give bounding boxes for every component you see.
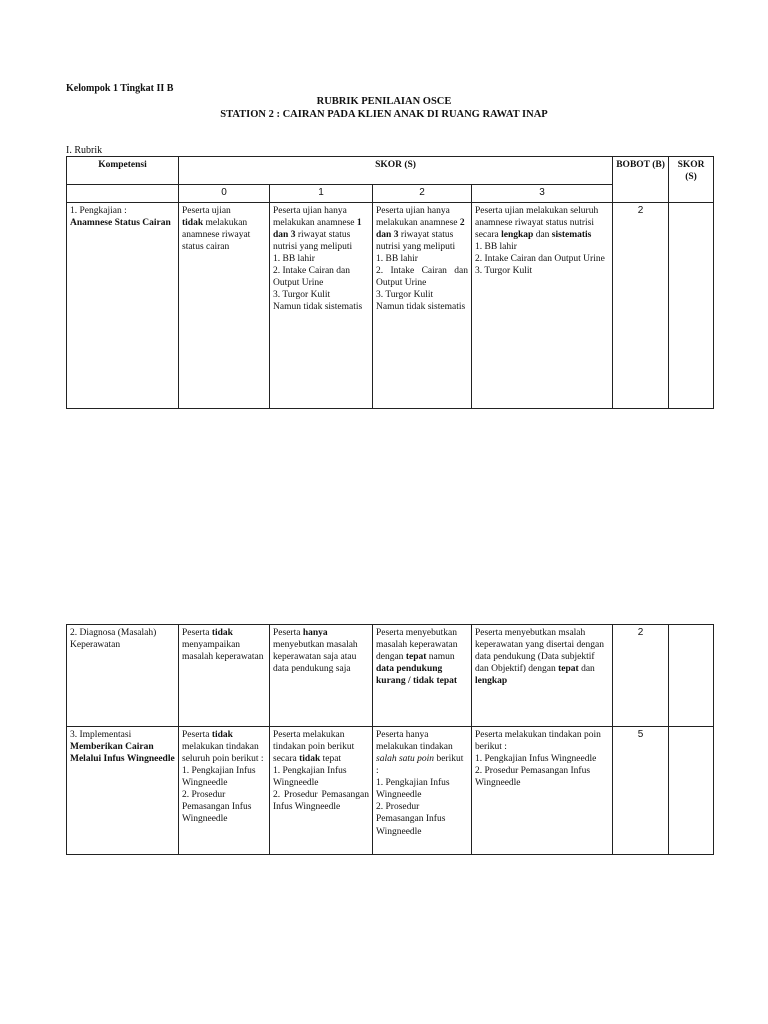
- score-text: Peserta ujian: [182, 205, 231, 216]
- kompetensi-title: 2. Diagnosa (Masalah) Keperawatan: [70, 628, 157, 651]
- score-text: melakukan tindakan seluruh poin berikut :: [182, 742, 264, 765]
- level-3: 3: [472, 185, 613, 203]
- score-text: Peserta: [182, 730, 212, 740]
- score-emphasis: lengkap: [501, 229, 534, 240]
- bobot-value: 2: [613, 202, 669, 408]
- score-emphasis: tidak: [211, 628, 233, 638]
- score-emphasis: data pendukung kurang / tidak tepat: [376, 664, 458, 687]
- skor-value: [669, 625, 714, 727]
- list-item: 3. Turgor Kulit: [376, 290, 434, 301]
- header-skor-col: SKOR (S): [669, 157, 714, 203]
- kompetensi-title: Anamnese Status Cairan: [70, 217, 171, 228]
- list-item: Namun tidak sistematis: [273, 302, 363, 313]
- score-text: Peserta ujian hanya melakukan anamnese: [273, 205, 357, 228]
- list-item: 3. Turgor Kulit: [475, 266, 533, 276]
- bobot-value: 2: [613, 625, 669, 727]
- score-text: tepat: [320, 754, 342, 765]
- score-text: dan: [533, 229, 552, 240]
- list-item: 1. Pengkajian Infus Wingneedle: [475, 754, 597, 765]
- kompetensi-prefix: 3. Implementasi: [70, 730, 132, 740]
- list-item: 2. Prosedur Pemasangan Infus Wingneedle: [182, 790, 252, 825]
- list-item: 2. Prosedur Pemasangan Infus Wingneedle: [475, 766, 591, 789]
- score-text: Peserta menyebutkan msalah keperawatan yang disertai dengan data pendukung (Data subjektif dan Objektif) dengan: [475, 628, 604, 675]
- score-emphasis: 2 dan 3: [376, 217, 465, 240]
- score-text: berikut :: [376, 754, 464, 777]
- rubric-table-part-1: [66, 156, 714, 409]
- list-item: 1. Pengkajian Infus Wingneedle: [182, 766, 256, 789]
- skor-value: [669, 202, 714, 408]
- header-kompetensi: Kompetensi: [67, 157, 179, 185]
- score-2-cell: [373, 625, 472, 727]
- list-item: 1. Pengkajian Infus Wingneedle: [376, 778, 450, 801]
- list-item: 2. Prosedur Pemasangan Infus Wingneedle: [376, 802, 446, 837]
- level-blank-cell: [67, 185, 179, 203]
- score-text: menyampaikan masalah keperawatan: [182, 640, 264, 663]
- score-emphasis: tepat: [405, 652, 427, 663]
- rubric-table-part-2: [66, 624, 714, 855]
- header-skor: SKOR (S): [179, 157, 613, 185]
- score-text: Peserta ujian hanya melakukan anamnese: [376, 205, 460, 228]
- list-item: Namun tidak sistematis: [376, 302, 466, 313]
- table-row: [67, 727, 714, 855]
- level-2: 2: [373, 185, 472, 203]
- list-item: 2. Intake Cairan dan Output Urine: [376, 266, 468, 289]
- score-emphasis: 1 dan 3: [273, 217, 362, 240]
- kompetensi-prefix: 1. Pengkajian :: [70, 205, 127, 216]
- list-item: 1. BB lahir: [376, 253, 418, 264]
- list-item: 3. Turgor Kulit: [273, 290, 331, 301]
- score-text: Peserta: [273, 628, 303, 638]
- table-row: [67, 625, 714, 727]
- list-item: 1. BB lahir: [273, 253, 315, 264]
- kompetensi-cell: [67, 202, 179, 408]
- score-text: melakukan anamnese riwayat status cairan: [182, 217, 251, 252]
- list-item: 1. Pengkajian Infus Wingneedle: [273, 766, 347, 789]
- score-emphasis: tidak: [299, 754, 321, 765]
- score-0-cell: [179, 625, 270, 727]
- score-emphasis: lengkap: [475, 676, 508, 687]
- level-1: 1: [270, 185, 373, 203]
- score-emphasis: sistematis: [551, 229, 592, 240]
- list-item: 2. Prosedur Pemasangan Infus Wingneedle: [273, 790, 369, 813]
- kompetensi-cell: [67, 727, 179, 855]
- score-emphasis: tidak: [211, 730, 233, 740]
- score-text: Peserta melakukan tindakan poin berikut :: [475, 730, 601, 753]
- score-emphasis: tepat: [558, 664, 579, 675]
- score-text: riwayat status nutrisi yang meliputi: [273, 229, 353, 252]
- score-emphasis: hanya: [302, 628, 328, 638]
- kompetensi-cell: [67, 625, 179, 727]
- score-2-cell: [373, 727, 472, 855]
- score-1-cell: [270, 727, 373, 855]
- score-text: dan: [578, 664, 595, 675]
- score-text: riwayat status nutrisi yang meliputi: [376, 229, 456, 252]
- score-3-cell: [472, 625, 613, 727]
- section-label: I. Rubrik: [66, 145, 103, 156]
- score-emphasis: salah satu poin: [376, 754, 435, 765]
- group-label: Kelompok 1 Tingkat II B: [66, 83, 174, 94]
- score-1-cell: [270, 625, 373, 727]
- score-text: Peserta melakukan tindakan poin berikut secara: [273, 730, 355, 765]
- header-bobot: BOBOT (B): [613, 157, 669, 203]
- list-item: 1. BB lahir: [475, 241, 517, 252]
- score-1-cell: [270, 202, 373, 408]
- list-item: 2. Intake Cairan dan Output Urine: [475, 253, 605, 264]
- table-row: [67, 202, 714, 408]
- kompetensi-title: Memberikan Cairan Melalui Infus Wingneedle: [70, 742, 175, 765]
- score-text: Peserta menyebutkan masalah keperawatan dengan: [376, 628, 458, 663]
- score-text: namun: [426, 652, 455, 663]
- score-text: Peserta: [182, 628, 212, 638]
- document-subtitle: STATION 2 : CAIRAN PADA KLIEN ANAK DI RUANG RAWAT INAP: [220, 109, 548, 120]
- score-text: menyebutkan masalah keperawatan saja atau data pendukung saja: [273, 640, 358, 675]
- table-header-row: [67, 157, 714, 185]
- level-0: 0: [179, 185, 270, 203]
- document-title: RUBRIK PENILAIAN OSCE: [316, 96, 452, 107]
- score-3-cell: [472, 202, 613, 408]
- score-3-cell: [472, 727, 613, 855]
- list-item: 2. Intake Cairan dan Output Urine: [273, 266, 351, 289]
- score-0-cell: [179, 727, 270, 855]
- score-2-cell: [373, 202, 472, 408]
- skor-value: [669, 727, 714, 855]
- score-0-cell: [179, 202, 270, 408]
- score-text: Peserta hanya melakukan tindakan: [376, 730, 453, 753]
- score-text: Peserta ujian melakukan seluruh anamnese riwayat status nutrisi secara: [475, 205, 599, 240]
- score-emphasis: tidak: [182, 217, 204, 228]
- bobot-value: 5: [613, 727, 669, 855]
